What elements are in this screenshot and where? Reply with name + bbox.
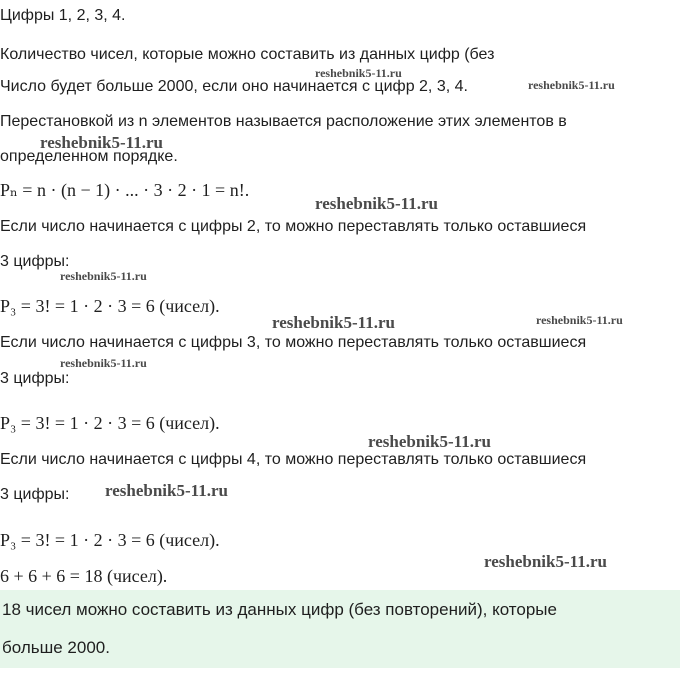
watermark: reshebnik5-11.ru <box>272 313 395 332</box>
text-case-3-digits: 3 цифры: <box>0 370 70 387</box>
formula-case-3: P₃ = 3! = 1 · 2 · 3 = 6 (чисел). <box>0 413 220 433</box>
text-permutation-def: Перестановкой из n элементов называется расположение этих элементов в <box>0 113 567 130</box>
text-case-4: Если число начинается с цифры 4, то можно переставлять только оставшиеся <box>0 451 587 468</box>
answer-box <box>0 590 680 668</box>
text-permutation-def-cont: определенном порядке. <box>0 148 178 165</box>
watermark: reshebnik5-11.ru <box>315 194 438 213</box>
text-case-2-digits: 3 цифры: <box>0 253 70 270</box>
watermark: reshebnik5-11.ru <box>315 66 402 80</box>
watermark: reshebnik5-11.ru <box>536 313 623 327</box>
formula-case-2: P₃ = 3! = 1 · 2 · 3 = 6 (чисел). <box>0 296 220 316</box>
watermark: reshebnik5-11.ru <box>368 432 491 451</box>
watermark: reshebnik5-11.ru <box>528 78 615 92</box>
watermark: reshebnik5-11.ru <box>105 481 228 500</box>
text-condition: Число будет больше 2000, если оно начинается с цифр 2, 3, 4. <box>0 78 468 95</box>
formula-total: 6 + 6 + 6 = 18 (чисел). <box>0 566 168 586</box>
watermark: reshebnik5-11.ru <box>40 133 163 152</box>
text-case-3: Если число начинается с цифры 3, то можно переставлять только оставшиеся <box>0 334 587 351</box>
watermark: reshebnik5-11.ru <box>60 356 147 370</box>
text-case-2: Если число начинается с цифры 2, то можно переставлять только оставшиеся <box>0 218 587 235</box>
formula-permutation: Pₙ = n · (n − 1) · ... · 3 · 2 · 1 = n!. <box>0 180 250 200</box>
text-digits: Цифры 1, 2, 3, 4. <box>0 7 126 24</box>
text-case-4-digits: 3 цифры: <box>0 486 70 503</box>
answer-line-1: 18 чисел можно составить из данных цифр (без повторений), которые <box>2 600 557 619</box>
answer-line-2: больше 2000. <box>2 638 110 657</box>
text-count-intro: Количество чисел, которые можно составить из данных цифр (без <box>0 46 495 63</box>
watermark: reshebnik5-11.ru <box>484 552 607 571</box>
formula-case-4: P₃ = 3! = 1 · 2 · 3 = 6 (чисел). <box>0 530 220 550</box>
watermark: reshebnik5-11.ru <box>60 269 147 283</box>
